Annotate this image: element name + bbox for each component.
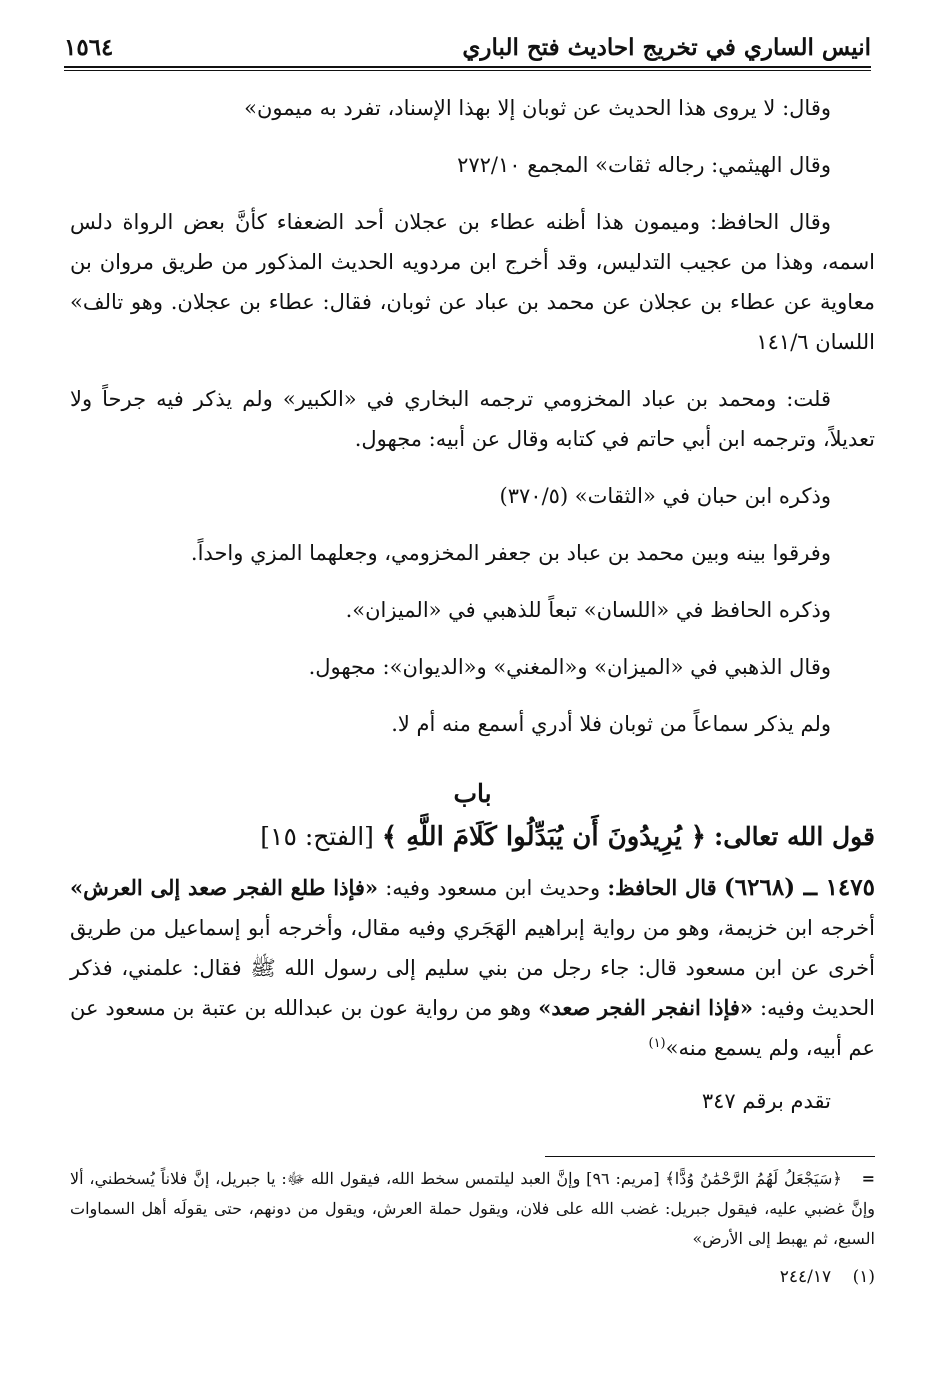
paragraph: وقال الذهبي في «الميزان» و«المغني» و«الديوان»: مجهول. (308, 655, 831, 679)
footnote-rule (545, 1156, 875, 1157)
footnote-number: (١) (852, 1267, 875, 1287)
cross-reference: تقدم برقم ٣٤٧ (701, 1089, 831, 1113)
main-text (70, 88, 875, 1138)
continuation-mark: = (861, 1169, 876, 1188)
paragraph: وفرقوا بينه وبين محمد بن عباد بن جعفر المخزومي، وجعلهما المزي واحداً. (190, 541, 831, 565)
hadith-text: أخرجه ابن خزيمة، وهو من رواية إبراهيم الهَجَري وفيه مقال، وأخرجه أبو إسماعيل من طريق أخرى عن ابن مسعود قال: جاء رجل من بني سليم إلى رسول الله ﷺ فقال: علمني، فذكر الحديث وفيه: (70, 916, 875, 1020)
chapter-heading: باب (453, 779, 492, 808)
header-rule-thin (64, 70, 871, 71)
hadith-quote: «فإذا طلع الفجر صعد إلى العرش» (70, 875, 379, 900)
hadith-text-2: وهو من رواية عون بن عبدالله بن عتبة بن مسعود عن عم أبيه، ولم يسمع منه» (70, 996, 875, 1060)
paragraph: وذكره الحافظ في «اللسان» تبعاً للذهبي في «الميزان». (345, 598, 831, 622)
verse-reference: [الفتح: ١٥] (260, 822, 374, 851)
hadith-number: ١٤٧٥ ــ (٦٢٦٨) (723, 874, 875, 901)
paragraph: وذكره ابن حبان في «الثقات» (٣٧٠/٥) (499, 484, 831, 508)
verse-text: ﴿ يُرِيدُونَ أَن يُبَدِّلُوا كَلَامَ اللَّهِ ﴾ (381, 822, 707, 852)
footnote-item (70, 1262, 875, 1292)
paragraph: وقال الحافظ: وميمون هذا أظنه عطاء بن عجلان أحد الضعفاء كأنَّ بعض الرواة دلس اسمه، وهذا من عجيب التدليس، وقد أخرج ابن مردويه الحديث المذكور من طريق مروان بن معاوية عن عطاء بن عجلان عن محمد بن عباد عن ثوبان، فقال: عطاء بن عجلان. وهو تالف» اللسان ١٤١/٦ (70, 210, 875, 354)
footnotes (70, 1164, 875, 1292)
page-number: ١٥٦٤ (64, 33, 114, 61)
paragraph: قلت: ومحمد بن عباد المخزومي ترجمه البخاري في «الكبير» ولم يذكر فيه جرحاً ولا تعديلاً، وترجمه ابن أبي حاتم في كتابه وقال عن أبيه: مجهول. (70, 387, 875, 451)
verse-lead: قول الله تعالى: (714, 822, 875, 851)
footnote-continuation (70, 1164, 875, 1254)
footnote-continuation-text: ﴿سَيَجْعَلُ لَهُمُ الرَّحْمَٰنُ وُدًّا﴾ [مريم: ٩٦] وإنَّ العبد ليلتمس سخط الله، فيقول الله ﷻ: يا جبريل، إنَّ فلاناً يُسخطني، ألا وإنَّ غضبي عليه، فيقول جبريل: غضب الله على فلان، ويقول حملة العرش، ويقول من دونهم، حتى يقولَه أهل السماوات السبع، ثم يهبط إلى الأرض» (70, 1169, 875, 1248)
paragraph: وقال: لا يروى هذا الحديث عن ثوبان إلا بهذا الإسناد، تفرد به ميمون» (244, 96, 831, 120)
header-rule (64, 66, 871, 68)
paragraph: وقال الهيثمي: رجاله ثقات» المجمع ٢٧٢/١٠ (457, 153, 831, 177)
paragraph: ولم يذكر سماعاً من ثوبان فلا أدري أسمع منه أم لا. (391, 712, 831, 736)
hadith-intro: وحديث ابن مسعود وفيه: (385, 876, 601, 900)
footnote-marker[interactable]: (١) (648, 1036, 666, 1051)
hadith-speaker: قال الحافظ: (607, 875, 717, 900)
hadith-quote-2: «فإذا انفجر الفجر صعد» (538, 995, 754, 1020)
footnote-text: ٢٤٤/١٧ (779, 1267, 832, 1287)
chapter-verse (70, 814, 875, 860)
book-title: انيس الساري في تخريج احاديث فتح الباري (462, 33, 871, 61)
page-header (64, 28, 871, 66)
hadith-entry (70, 868, 875, 1068)
